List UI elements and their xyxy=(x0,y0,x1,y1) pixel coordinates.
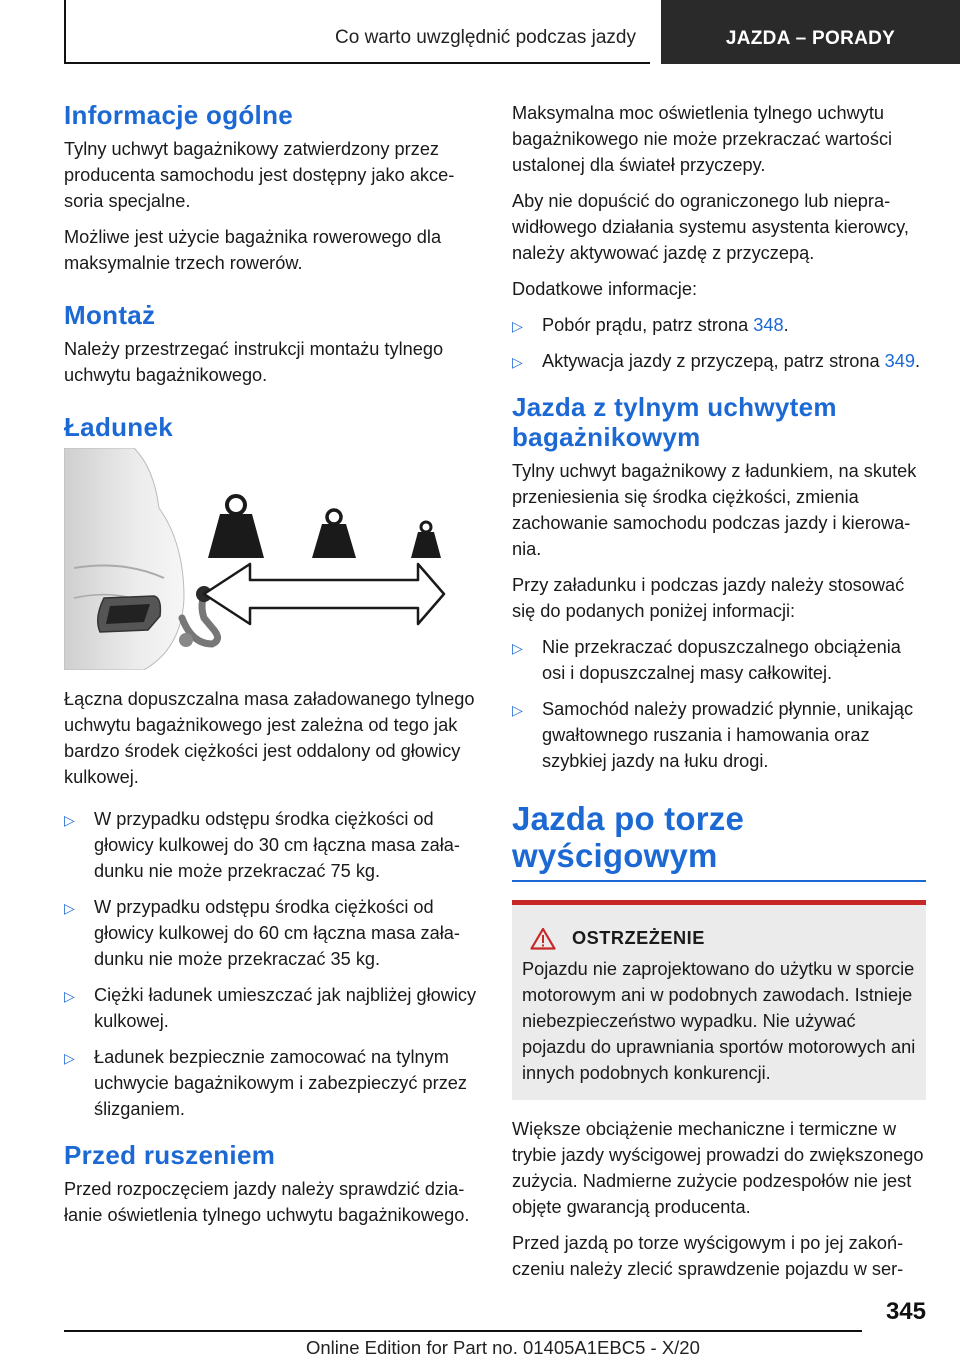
warning-box xyxy=(512,900,926,1100)
page-link-348[interactable]: 348 xyxy=(753,315,784,335)
paragraph: Możliwe jest użycie bagażnika rowerowego dla maksymalnie trzech rowerów. xyxy=(64,227,442,273)
warning-triangle-icon xyxy=(530,927,556,950)
list-item: ▷ Pobór prądu, patrz strona 348. xyxy=(512,312,926,338)
heading-before-start: Przed ruszeniem xyxy=(64,1140,276,1170)
paragraph: Przed jazdą po torze wyścigowym i po jej zakończeniu należy zlecić sprawdzenie pojazdu w ser- xyxy=(512,1233,904,1279)
heading-general: Informacje ogólne xyxy=(64,100,294,130)
driving-list xyxy=(512,634,926,774)
triangle-right-icon: ▷ xyxy=(64,900,75,916)
triangle-right-icon: ▷ xyxy=(512,354,523,370)
triangle-right-icon: ▷ xyxy=(512,702,523,718)
paragraph: Dodatkowe informacje: xyxy=(512,279,697,299)
paragraph: Większe obciążenie mechaniczne i termiczne w trybie jazdy wyścigowej prowadzi do zwiększonego zużycia. Nadmierne zużycie podzespołów nie jest objęte gwarancją producenta. xyxy=(512,1119,924,1217)
heading-rule xyxy=(512,880,926,882)
load-illustration xyxy=(64,448,478,670)
page-link-349[interactable]: 349 xyxy=(884,351,916,371)
list-item: ▷ W przypadku odstępu środka ciężkości od głowicy kulkowej do 30 cm łączna masa załadunku nie może przekraczać 75 kg. xyxy=(64,809,460,881)
triangle-right-icon: ▷ xyxy=(512,318,523,334)
paragraph: Łączna dopuszczalna masa załadowanego tylnego uchwytu bagażnikowego jest zależna od tego jak bardzo środek ciężkości jest oddalony od głowicy kulkowej. xyxy=(64,689,475,787)
footer-edition: Online Edition for Part no. 01405A1EBC5 - X/20 xyxy=(306,1337,700,1358)
heading-race-track: Jazda po torze wyścigowym xyxy=(512,800,745,874)
paragraph: Przy załadunku i podczas jazdy należy stosować się do podanych poniżej informacji: xyxy=(512,575,905,621)
header-bottom-rule xyxy=(64,62,650,64)
triangle-right-icon: ▷ xyxy=(64,812,75,828)
header-chapter-tab: JAZDA – PORADY xyxy=(661,0,960,64)
load-list xyxy=(64,806,478,1122)
info-list xyxy=(512,312,926,374)
paragraph: Tylny uchwyt bagażnikowy zatwierdzony przez producenta samochodu jest dostępny jako akcesoria specjalne. xyxy=(64,139,455,211)
list-item: ▷ Ciężki ładunek umieszczać jak najbliżej głowicy kulkowej. xyxy=(64,985,477,1031)
heading-mount: Montaż xyxy=(64,300,156,330)
left-column xyxy=(64,100,478,1238)
triangle-right-icon: ▷ xyxy=(64,988,75,1004)
list-item: ▷ Ładunek bezpiecznie zamocować na tylnym uchwycie bagażnikowym i zabezpieczyć przez ślizganiem. xyxy=(64,1047,468,1119)
header-section-title: Co warto uwzględnić podczas jazdy xyxy=(335,27,636,48)
triangle-right-icon: ▷ xyxy=(64,1050,75,1066)
paragraph: Aby nie dopuścić do ograniczonego lub nieprawidłowego działania systemu asystenta kierowcy, należy aktywować jazdę z przyczepą. xyxy=(512,191,909,263)
list-item: ▷ Aktywacja jazdy z przyczepą, patrz strona 349. xyxy=(512,348,926,374)
warning-text: Pojazdu nie zaprojektowano do użytku w sporcie motorowym ani w podobnych zawodach. Istnieje niebezpieczeństwo wypadku. Nie używać pojazdu do uprawniania sportów motorowych ani innych podobnych konkurencji. xyxy=(522,959,916,1083)
page-number: 345 xyxy=(885,1298,926,1325)
paragraph: Przed rozpoczęciem jazdy należy sprawdzić działanie oświetlenia tylnego uchwytu bagażnikowego. xyxy=(64,1179,470,1225)
paragraph: Należy przestrzegać instrukcji montażu tylnego uchwytu bagażnikowego. xyxy=(64,339,444,385)
triangle-right-icon: ▷ xyxy=(512,640,523,656)
heading-load: Ładunek xyxy=(64,412,174,442)
paragraph: Maksymalna moc oświetlenia tylnego uchwytu bagażnikowego nie może przekraczać wartości ustalonej dla świateł przyczepy. xyxy=(512,103,893,175)
footer-rule xyxy=(64,1330,862,1332)
list-item: ▷ W przypadku odstępu środka ciężkości od głowicy kulkowej do 60 cm łączna masa załadunku nie może przekraczać 35 kg. xyxy=(64,897,460,969)
list-item: ▷ Samochód należy prowadzić płynnie, unikając gwałtownego ruszania i hamowania oraz szybkiej jazdy na łuku drogi. xyxy=(512,699,914,771)
tow-hitch-weights-image xyxy=(64,448,478,670)
list-item: ▷ Nie przekraczać dopuszczalnego obciążenia osi i dopuszczalnej masy całkowitej. xyxy=(512,637,901,683)
heading-driving-with-carrier: Jazda z tylnym uchwytem bagażnikowym xyxy=(512,392,837,452)
warning-title: OSTRZEŻENIE xyxy=(572,928,705,948)
right-column xyxy=(512,100,926,1292)
paragraph: Tylny uchwyt bagażnikowy z ładunkiem, na skutek przeniesienia się środka ciężkości, zmienia zachowanie samochodu podczas jazdy i kierowania. xyxy=(512,461,917,559)
